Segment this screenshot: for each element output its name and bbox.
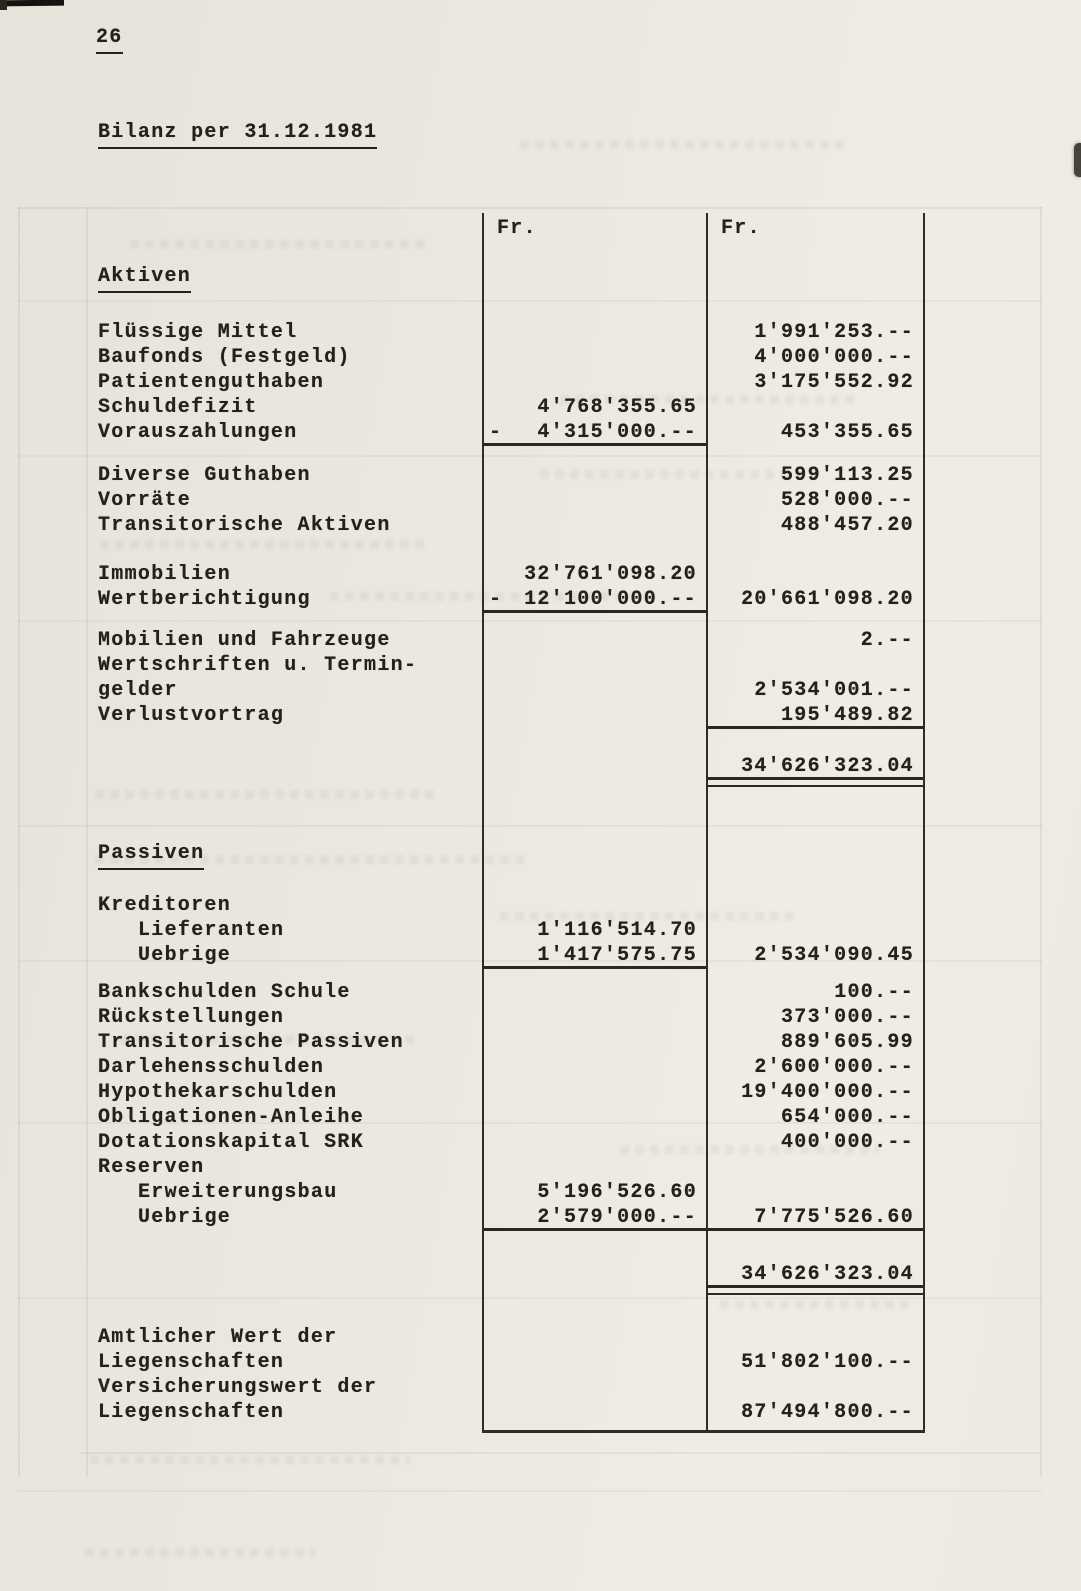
amount-col2-cell [706,371,923,396]
section-heading-row [98,265,923,293]
amount-col2: 100.-- [834,981,914,1004]
row-label: Liegenschaften [98,1401,285,1424]
amount-col1: 1'417'575.75 [537,944,697,967]
balance-table-rows [98,265,923,1426]
amount-col1-cell [482,919,706,944]
row-label: Mobilien und Fahrzeuge [98,629,391,652]
amount-col1-cell [482,981,706,1006]
line-item-row [98,894,923,919]
amount-col2: 1'991'253.-- [754,321,914,344]
row-label: Wertberichtigung [98,588,311,611]
amount-col1-cell [482,464,706,489]
amount-col2: 2'534'001.-- [754,679,914,702]
minus-sign: - [489,421,503,444]
amount-col2-cell [706,1376,923,1401]
amount-col2-cell [706,1081,923,1106]
row-label: Vorauszahlungen [98,421,298,444]
table-bottom-rule [482,1430,925,1433]
row-label: Kreditoren [98,894,232,917]
amount-col2: 51'802'100.-- [741,1351,914,1374]
amount-col2-cell [706,321,923,346]
amount-col1-cell [482,679,706,704]
section-heading [98,842,482,870]
amount-col2-cell [706,919,923,944]
amount-col1-cell [482,1326,706,1351]
line-item-row [98,514,923,539]
amount-col1: 1'116'514.70 [537,919,697,942]
row-label: Transitorische Aktiven [98,514,391,537]
scan-edge-artifact [0,0,7,10]
amount-col1-cell [482,588,706,613]
amount-col2-cell [706,629,923,654]
amount-col2-cell [706,421,923,446]
amount-col1-cell [482,842,706,870]
amount-col2: 2'534'090.45 [754,944,914,967]
amount-col1-cell [482,1081,706,1106]
line-item-row [98,944,923,969]
amount-col2-cell [706,1106,923,1131]
line-item-row [98,981,923,1006]
line-item-row [98,1056,923,1081]
amount-col2-cell [706,1351,923,1376]
bleed-through-line [18,207,1042,209]
line-item-row [98,489,923,514]
amount-col2: 3'175'552.92 [754,371,914,394]
amount-col2-cell [706,1181,923,1206]
row-label: Dotationskapital SRK [98,1131,365,1154]
amount-col2: 19'400'000.-- [741,1081,914,1104]
amount-col2-cell [706,755,923,780]
row-label: Erweiterungsbau [138,1181,338,1204]
total-row [98,1263,923,1288]
row-label: Wertschriften u. Termin- [98,654,418,677]
amount-col2-cell [706,265,923,293]
row-label [98,755,482,780]
amount-col1-cell [482,563,706,588]
amount-col2-cell [706,396,923,421]
row-label: Lieferanten [138,919,285,942]
row-label: Rückstellungen [98,1006,285,1029]
amount-col1-cell [482,894,706,919]
scan-edge-artifact [0,0,64,6]
amount-col1-cell [482,1401,706,1426]
scan-edge-artifact [1074,143,1081,177]
amount-col2: 195'489.82 [780,704,914,727]
line-item-row [98,371,923,396]
line-item-row [98,1326,923,1351]
row-label: Obligationen-Anleihe [98,1106,365,1129]
page-number [96,26,123,54]
amount-col1-cell [482,489,706,514]
amount-col1-cell [482,1106,706,1131]
amount-col2: 7'775'526.60 [754,1206,914,1229]
row-label: Patientenguthaben [98,371,325,394]
total-amount: 34'626'323.04 [741,1263,914,1286]
amount-col1: 5'196'526.60 [537,1181,697,1204]
amount-col1-cell [482,371,706,396]
amount-col2-cell [706,1263,923,1288]
amount-col2-cell [706,563,923,588]
amount-col1-cell [482,755,706,780]
amount-col2-cell [706,489,923,514]
row-label: Transitorische Passiven [98,1031,404,1054]
amount-col2-cell [706,894,923,919]
line-item-row [98,1181,923,1206]
line-item-row [98,1206,923,1231]
row-label: Amtlicher Wert der [98,1326,338,1349]
total-row [98,755,923,780]
amount-col1-cell [482,1006,706,1031]
line-item-row [98,588,923,613]
section-heading [98,265,482,293]
line-item-row [98,1156,923,1181]
amount-col1-cell [482,629,706,654]
amount-col2: 20'661'098.20 [741,588,914,611]
bleed-through-text [520,140,850,149]
amount-col2: 453'355.65 [780,421,914,444]
amount-col1-cell [482,704,706,729]
amount-col1-cell [482,265,706,293]
line-item-row [98,1131,923,1156]
row-label: Schuldefizit [98,396,258,419]
line-item-row [98,1106,923,1131]
amount-col1: 2'579'000.-- [537,1206,697,1229]
amount-col2: 599'113.25 [780,464,914,487]
amount-col1-cell [482,421,706,446]
total-amount: 34'626'323.04 [741,755,914,778]
line-item-row [98,563,923,588]
amount-col1-cell [482,654,706,679]
bleed-through-line [18,1490,1042,1492]
line-item-row [98,346,923,371]
amount-col2: 373'000.-- [780,1006,914,1029]
amount-col2: 2'600'000.-- [754,1056,914,1079]
amount-col2: 4'000'000.-- [754,346,914,369]
bleed-through-line [80,1452,1040,1454]
amount-col1-cell [482,1376,706,1401]
bleed-through-line [1040,207,1042,1477]
row-label [98,1263,482,1288]
line-item-row [98,704,923,729]
amount-col1-cell [482,1031,706,1056]
line-item-row [98,919,923,944]
row-label: Versicherungswert der [98,1376,378,1399]
amount-col1: 32'761'098.20 [524,563,697,586]
bleed-through-line [18,207,20,1477]
line-item-row [98,396,923,421]
row-label: Bankschulden Schule [98,981,351,1004]
line-item-row [98,421,923,446]
line-item-row [98,1006,923,1031]
row-label: Liegenschaften [98,1351,285,1374]
amount-col2-cell [706,654,923,679]
section-heading-row [98,842,923,870]
row-label: Vorräte [98,489,192,512]
row-label: Diverse Guthaben [98,464,311,487]
amount-col2: 488'457.20 [780,514,914,537]
amount-col1-cell [482,1263,706,1288]
line-item-row [98,1081,923,1106]
amount-col2-cell [706,704,923,729]
amount-col1: 4'768'355.65 [537,396,697,419]
bleed-through-line [86,207,88,1477]
amount-col2-cell [706,1006,923,1031]
amount-col2-cell [706,981,923,1006]
amount-col2-cell [706,679,923,704]
document-title-text: Bilanz per 31.12.1981 [98,121,377,149]
amount-col2: 528'000.-- [780,489,914,512]
section-heading-text: Passiven [98,842,204,870]
document-title [98,121,377,149]
bleed-through-text [130,240,430,249]
amount-col1-cell [482,944,706,969]
amount-col2: 654'000.-- [780,1106,914,1129]
line-item-row [98,679,923,704]
amount-col1-cell [482,1156,706,1181]
amount-col1-cell [482,396,706,421]
line-item-row [98,1401,923,1426]
amount-col2-cell [706,464,923,489]
line-item-row [98,654,923,679]
amount-col2-cell [706,346,923,371]
amount-col2-cell [706,842,923,870]
amount-col2-cell [706,514,923,539]
amount-col1-cell [482,514,706,539]
amount-col1: 12'100'000.-- [524,588,697,611]
line-item-row [98,1031,923,1056]
amount-col2-cell [706,1031,923,1056]
row-label: Baufonds (Festgeld) [98,346,351,369]
row-label: gelder [98,679,178,702]
amount-col2: 889'605.99 [780,1031,914,1054]
row-label: Uebrige [138,944,232,967]
amount-col2-cell [706,944,923,969]
amount-col1-cell [482,321,706,346]
line-item-row [98,321,923,346]
amount-col1-cell [482,1056,706,1081]
row-label: Reserven [98,1156,205,1179]
currency-header-col1: Fr. [497,217,537,240]
row-label: Hypothekarschulden [98,1081,338,1104]
line-item-row [98,629,923,654]
amount-col2-cell [706,1056,923,1081]
amount-col2: 2.-- [860,629,914,652]
amount-col2-cell [706,588,923,613]
amount-col2-cell [706,1131,923,1156]
amount-col2-cell [706,1156,923,1181]
amount-col1-cell [482,1181,706,1206]
amount-col2-cell [706,1401,923,1426]
currency-header-col2: Fr. [721,217,761,240]
section-heading-text: Aktiven [98,265,191,293]
bleed-through-text [85,1548,315,1557]
line-item-row [98,1351,923,1376]
row-label: Uebrige [138,1206,232,1229]
amount-col2: 400'000.-- [780,1131,914,1154]
amount-col2-cell [706,1206,923,1231]
amount-col1: 4'315'000.-- [537,421,697,444]
row-label: Darlehensschulden [98,1056,325,1079]
amount-col1-cell [482,1351,706,1376]
amount-col2: 87'494'800.-- [741,1401,914,1424]
amount-col2-cell [706,1326,923,1351]
table-vertical-rule-right [923,213,925,1432]
amount-col1-cell [482,346,706,371]
amount-col1-cell [482,1131,706,1156]
line-item-row [98,1376,923,1401]
row-label: Verlustvortrag [98,704,285,727]
amount-col1-cell [482,1206,706,1231]
row-label: Immobilien [98,563,232,586]
bleed-through-text [90,1455,410,1464]
row-label: Flüssige Mittel [98,321,298,344]
minus-sign: - [489,588,503,611]
line-item-row [98,464,923,489]
page-number-text: 26 [96,26,123,54]
